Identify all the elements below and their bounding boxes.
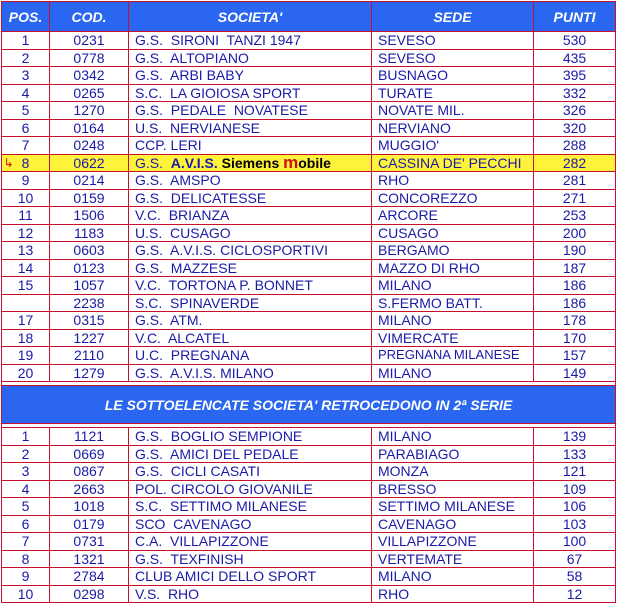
row-pos: 20 <box>2 364 50 382</box>
row-sede: VIMERCATE <box>372 329 534 347</box>
row-pos: 14 <box>2 259 50 277</box>
row-cod: 1057 <box>50 277 129 295</box>
row-sede: SEVESO <box>372 49 534 67</box>
row-pos: 5 <box>2 102 50 120</box>
row-punti: 187 <box>534 259 616 277</box>
row-societa: G.S. SIRONI TANZI 1947 <box>129 32 372 50</box>
table-row <box>2 119 616 137</box>
row-pos: 4 <box>2 480 50 498</box>
row-sede: PREGNANA MILANESE <box>372 347 534 365</box>
row-sede: RHO <box>372 585 534 603</box>
row-pos: 13 <box>2 242 50 260</box>
row-societa: G.S. DELICATESSE <box>129 189 372 207</box>
table-row <box>2 49 616 67</box>
row-sede: MILANO <box>372 364 534 382</box>
mobile-logo-text: obile <box>298 154 331 171</box>
row-sede: BERGAMO <box>372 242 534 260</box>
row-pos: 12 <box>2 224 50 242</box>
societa-prefix: G.S. <box>135 154 171 171</box>
row-pos: 2 <box>2 445 50 463</box>
row-societa: POL. CIRCOLO GIOVANILE <box>129 480 372 498</box>
row-sede: CONCOREZZO <box>372 189 534 207</box>
row-pos: 7 <box>2 533 50 551</box>
row-pos: 6 <box>2 119 50 137</box>
row-cod: 0731 <box>50 533 129 551</box>
row-punti: 103 <box>534 515 616 533</box>
row-punti: 149 <box>534 364 616 382</box>
row-pos: 4 <box>2 84 50 102</box>
row-cod: 1506 <box>50 207 129 225</box>
table-row <box>2 67 616 85</box>
row-pos: 11 <box>2 207 50 225</box>
row-sede: VERTEMATE <box>372 550 534 568</box>
highlighted-row <box>2 154 616 172</box>
table-row <box>2 242 616 260</box>
row-societa: U.C. PREGNANA <box>129 347 372 365</box>
row-punti: 100 <box>534 533 616 551</box>
row-punti: 253 <box>534 207 616 225</box>
relegation-banner-row <box>2 386 616 424</box>
table-row <box>2 515 616 533</box>
header-cod: COD. <box>50 2 129 32</box>
row-pos: 19 <box>2 347 50 365</box>
table-row <box>2 428 616 446</box>
row-punti: 530 <box>534 32 616 50</box>
row-sede: MAZZO DI RHO <box>372 259 534 277</box>
row-cod: 1227 <box>50 329 129 347</box>
row-pos: 8 <box>2 550 50 568</box>
row-cod: 2110 <box>50 347 129 365</box>
table-row <box>2 329 616 347</box>
table-row <box>2 445 616 463</box>
row-pos: 3 <box>2 67 50 85</box>
table-row <box>2 364 616 382</box>
row-pos: 9 <box>2 172 50 190</box>
row-sede: TURATE <box>372 84 534 102</box>
row-punti: 67 <box>534 550 616 568</box>
row-sede: S.FERMO BATT. <box>372 294 534 312</box>
row-sede: BUSNAGO <box>372 67 534 85</box>
row-societa: S.C. LA GIOIOSA SPORT <box>129 84 372 102</box>
header-pos: POS. <box>2 2 50 32</box>
row-pos: 7 <box>2 137 50 155</box>
row-punti: 190 <box>534 242 616 260</box>
table-row <box>2 207 616 225</box>
row-punti: 320 <box>534 119 616 137</box>
row-cod: 1321 <box>50 550 129 568</box>
highlighted-societa <box>129 154 372 172</box>
table-row <box>2 84 616 102</box>
row-sede: VILLAPIZZONE <box>372 533 534 551</box>
header-sede: SEDE <box>372 2 534 32</box>
row-cod: 0231 <box>50 32 129 50</box>
row-cod: 0298 <box>50 585 129 603</box>
row-sede: BRESSO <box>372 480 534 498</box>
row-societa: G.S. ALTOPIANO <box>129 49 372 67</box>
row-sede: MILANO <box>372 312 534 330</box>
row-pos: 3 <box>2 463 50 481</box>
pointing-arrow-icon: ↳ <box>3 155 14 170</box>
row-societa: V.C. BRIANZA <box>129 207 372 225</box>
row-cod: 0867 <box>50 463 129 481</box>
row-cod: 0315 <box>50 312 129 330</box>
row-pos: 15 <box>2 277 50 295</box>
row-cod: 2784 <box>50 568 129 586</box>
row-societa: G.S. CICLI CASATI <box>129 463 372 481</box>
row-sede: MILANO <box>372 428 534 446</box>
row-cod: 1018 <box>50 498 129 516</box>
row-sede: MILANO <box>372 568 534 586</box>
table-row <box>2 224 616 242</box>
row-sede: MUGGIO' <box>372 137 534 155</box>
row-societa: G.S. PEDALE NOVATESE <box>129 102 372 120</box>
table-row <box>2 102 616 120</box>
relegation-banner <box>2 386 616 424</box>
row-cod: 1121 <box>50 428 129 446</box>
mobile-logo-m: m <box>283 154 299 172</box>
row-cod: 0603 <box>50 242 129 260</box>
table-row <box>2 568 616 586</box>
row-punti: 178 <box>534 312 616 330</box>
row-societa: CCP. LERI <box>129 137 372 155</box>
table-row <box>2 294 616 312</box>
row-punti: 271 <box>534 189 616 207</box>
row-pos: 17 <box>2 312 50 330</box>
ranking-table <box>1 1 616 603</box>
row-cod: 0159 <box>50 189 129 207</box>
row-cod: 0342 <box>50 67 129 85</box>
row-cod: 1183 <box>50 224 129 242</box>
row-sede: SETTIMO MILANESE <box>372 498 534 516</box>
banner-text: LE SOTTOELENCATE SOCIETA' RETROCEDONO IN 2ª SERIE <box>104 396 513 413</box>
row-pos: 10 <box>2 189 50 207</box>
row-punti: 326 <box>534 102 616 120</box>
row-societa: G.S. TEXFINISH <box>129 550 372 568</box>
row-punti: 435 <box>534 49 616 67</box>
row-societa: SCO CAVENAGO <box>129 515 372 533</box>
siemens-logo-text: Siemens <box>217 154 284 171</box>
avis-logo-text: A.V.I.S. <box>170 154 218 171</box>
row-societa: S.C. SPINAVERDE <box>129 294 372 312</box>
row-punti: 170 <box>534 329 616 347</box>
row-punti: 157 <box>534 347 616 365</box>
row-sede: CUSAGO <box>372 224 534 242</box>
row-pos: 18 <box>2 329 50 347</box>
row-punti: 12 <box>534 585 616 603</box>
row-punti: 395 <box>534 67 616 85</box>
row-societa: S.C. SETTIMO MILANESE <box>129 498 372 516</box>
row-cod: 0164 <box>50 119 129 137</box>
highlighted-punti: 282 <box>534 154 616 172</box>
row-societa: G.S. AMSPO <box>129 172 372 190</box>
table-row <box>2 312 616 330</box>
row-cod: 0669 <box>50 445 129 463</box>
table-row <box>2 32 616 50</box>
row-societa: C.A. VILLAPIZZONE <box>129 533 372 551</box>
row-societa: G.S. A.V.I.S. MILANO <box>129 364 372 382</box>
row-pos <box>2 294 50 312</box>
row-societa: V.S. RHO <box>129 585 372 603</box>
row-societa: G.S. AMICI DEL PEDALE <box>129 445 372 463</box>
row-sede: SEVESO <box>372 32 534 50</box>
row-pos: 5 <box>2 498 50 516</box>
table-row <box>2 585 616 603</box>
row-punti: 332 <box>534 84 616 102</box>
row-sede: NERVIANO <box>372 119 534 137</box>
row-sede: ARCORE <box>372 207 534 225</box>
row-punti: 106 <box>534 498 616 516</box>
pos-value: 8 <box>21 154 30 171</box>
row-punti: 186 <box>534 277 616 295</box>
row-cod: 1270 <box>50 102 129 120</box>
row-cod: 2238 <box>50 294 129 312</box>
row-punti: 109 <box>534 480 616 498</box>
row-cod: 0778 <box>50 49 129 67</box>
table-header-row <box>2 2 616 32</box>
row-cod: 0248 <box>50 137 129 155</box>
row-punti: 200 <box>534 224 616 242</box>
row-societa: G.S. A.V.I.S. CICLOSPORTIVI <box>129 242 372 260</box>
row-pos: 10 <box>2 585 50 603</box>
row-pos: 9 <box>2 568 50 586</box>
row-societa: G.S. ARBI BABY <box>129 67 372 85</box>
row-cod: 0179 <box>50 515 129 533</box>
row-sede: NOVATE MIL. <box>372 102 534 120</box>
highlighted-sede: CASSINA DE' PECCHI <box>372 154 534 172</box>
row-sede: MILANO <box>372 277 534 295</box>
row-sede: PARABIAGO <box>372 445 534 463</box>
table-row <box>2 498 616 516</box>
row-punti: 139 <box>534 428 616 446</box>
header-societa: SOCIETA' <box>129 2 372 32</box>
row-societa: G.S. BOGLIO SEMPIONE <box>129 428 372 446</box>
row-sede: MONZA <box>372 463 534 481</box>
table-row <box>2 137 616 155</box>
row-societa: V.C. TORTONA P. BONNET <box>129 277 372 295</box>
row-cod: 2663 <box>50 480 129 498</box>
row-punti: 288 <box>534 137 616 155</box>
table-row <box>2 463 616 481</box>
row-cod: 0265 <box>50 84 129 102</box>
row-societa: CLUB AMICI DELLO SPORT <box>129 568 372 586</box>
row-punti: 121 <box>534 463 616 481</box>
highlighted-cod: 0622 <box>50 154 129 172</box>
row-cod: 0214 <box>50 172 129 190</box>
table-row <box>2 189 616 207</box>
row-pos: 6 <box>2 515 50 533</box>
table-row <box>2 347 616 365</box>
row-pos: 1 <box>2 32 50 50</box>
highlighted-pos <box>2 154 50 172</box>
table-row <box>2 277 616 295</box>
table-row <box>2 550 616 568</box>
row-punti: 58 <box>534 568 616 586</box>
table-row <box>2 259 616 277</box>
row-sede: CAVENAGO <box>372 515 534 533</box>
row-sede: RHO <box>372 172 534 190</box>
row-societa: G.S. MAZZESE <box>129 259 372 277</box>
row-cod: 1279 <box>50 364 129 382</box>
row-pos: 1 <box>2 428 50 446</box>
row-punti: 186 <box>534 294 616 312</box>
table-row <box>2 480 616 498</box>
row-societa: G.S. ATM. <box>129 312 372 330</box>
row-societa: V.C. ALCATEL <box>129 329 372 347</box>
row-punti: 281 <box>534 172 616 190</box>
row-cod: 0123 <box>50 259 129 277</box>
row-pos: 2 <box>2 49 50 67</box>
table-row <box>2 533 616 551</box>
row-societa: U.S. NERVIANESE <box>129 119 372 137</box>
row-societa: U.S. CUSAGO <box>129 224 372 242</box>
header-punti: PUNTI <box>534 2 616 32</box>
table-row <box>2 172 616 190</box>
row-punti: 133 <box>534 445 616 463</box>
